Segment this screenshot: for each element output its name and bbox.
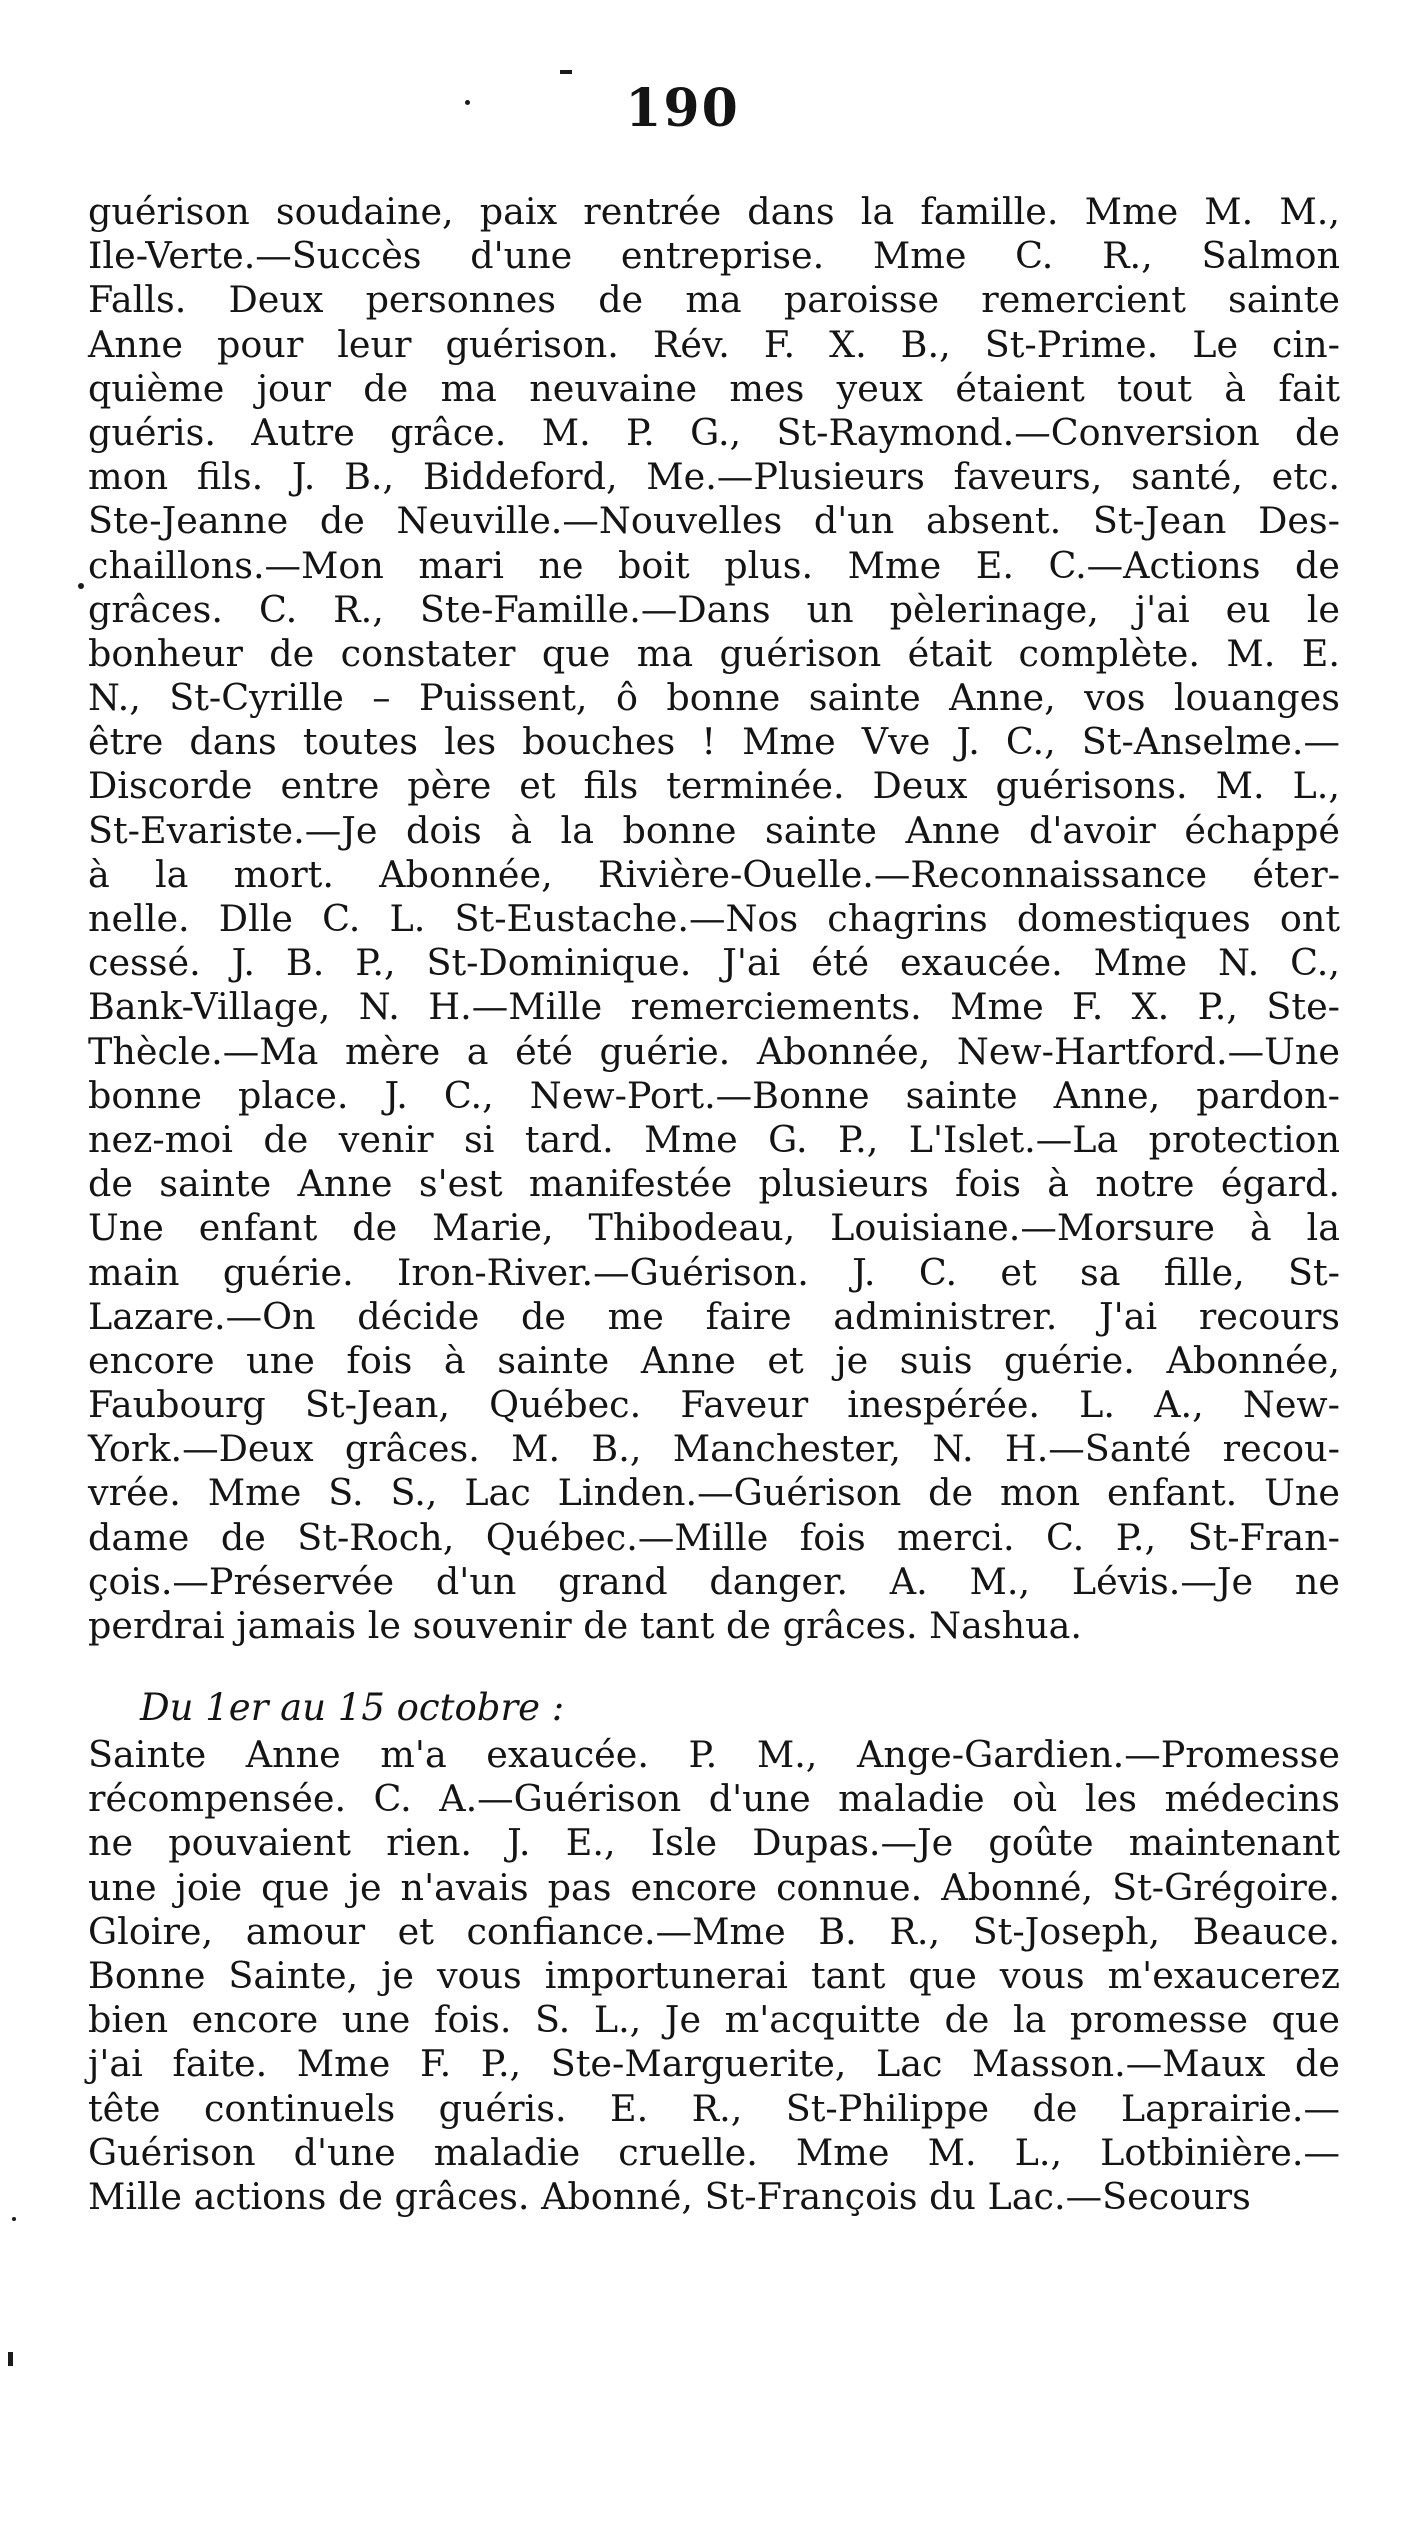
- margin-tick: [8, 2352, 13, 2366]
- text-line: j'ai faite. Mme F. P., Ste-Marguerite, Lac Masson.—Maux de: [88, 2042, 1340, 2086]
- text-line: main guérie. Iron-River.—Guérison. J. C. et sa fille, St-: [88, 1250, 1340, 1294]
- text-line: York.—Deux grâces. M. B., Manchester, N. H.—Santé recou-: [88, 1427, 1340, 1471]
- text-line: mon fils. J. B., Biddeford, Me.—Plusieurs faveurs, santé, etc.: [88, 455, 1340, 499]
- ink-dash: [560, 70, 572, 74]
- date-heading: Du 1er au 15 octobre :: [140, 1686, 565, 1729]
- text-line: Mille actions de grâces. Abonné, St-François du Lac.—Secours: [88, 2174, 1251, 2218]
- page-number: 190: [625, 78, 740, 139]
- text-line: Anne pour leur guérison. Rév. F. X. B., St-Prime. Le cin-: [88, 322, 1340, 366]
- text-line: guéris. Autre grâce. M. P. G., St-Raymond.—Conversion de: [88, 410, 1340, 454]
- text-line: encore une fois à sainte Anne et je suis guérie. Abonnée,: [88, 1338, 1340, 1382]
- paragraph-2: [88, 1733, 1340, 2219]
- text-line: quième jour de ma neuvaine mes yeux étaient tout à fait: [88, 366, 1340, 410]
- text-line: récompensée. C. A.—Guérison d'une maladie où les médecins: [88, 1777, 1340, 1821]
- margin-dot: [78, 583, 84, 589]
- text-line: guérison soudaine, paix rentrée dans la famille. Mme M. M.,: [88, 190, 1340, 233]
- margin-dot: [12, 2217, 16, 2221]
- text-line: Thècle.—Ma mère a été guérie. Abonnée, New-Hartford.—Une: [88, 1029, 1340, 1073]
- text-line: N., St-Cyrille – Puissent, ô bonne sainte Anne, vos louanges: [88, 676, 1340, 720]
- text-line: à la mort. Abonnée, Rivière-Ouelle.—Reconnaissance éter-: [88, 852, 1340, 896]
- text-line: de sainte Anne s'est manifestée plusieurs fois à notre égard.: [88, 1162, 1340, 1206]
- text-line: Une enfant de Marie, Thibodeau, Louisiane.—Morsure à la: [88, 1206, 1340, 1250]
- text-line: Faubourg St-Jean, Québec. Faveur inespérée. L. A., New-: [88, 1383, 1340, 1427]
- text-line: Discorde entre père et fils terminée. Deux guérisons. M. L.,: [88, 764, 1340, 808]
- text-line: vrée. Mme S. S., Lac Linden.—Guérison de mon enfant. Une: [88, 1471, 1340, 1515]
- text-line: être dans toutes les bouches ! Mme Vve J. C., St-Anselme.—: [88, 720, 1340, 764]
- text-line: St-Evariste.—Je dois à la bonne sainte Anne d'avoir échappé: [88, 808, 1340, 852]
- text-line: dame de St-Roch, Québec.—Mille fois merci. C. P., St-Fran-: [88, 1515, 1340, 1559]
- text-line: Bonne Sainte, je vous importunerai tant que vous m'exaucerez: [88, 1953, 1340, 1997]
- text-line: Guérison d'une maladie cruelle. Mme M. L., Lotbinière.—: [88, 2130, 1340, 2174]
- text-line: grâces. C. R., Ste-Famille.—Dans un pèlerinage, j'ai eu le: [88, 587, 1340, 631]
- text-line: bonne place. J. C., New-Port.—Bonne sainte Anne, pardon-: [88, 1073, 1340, 1117]
- text-line: cessé. J. B. P., St-Dominique. J'ai été exaucée. Mme N. C.,: [88, 941, 1340, 985]
- text-line: bien encore une fois. S. L., Je m'acquitte de la promesse que: [88, 1998, 1340, 2042]
- text-line: perdrai jamais le souvenir de tant de grâces. Nashua.: [88, 1604, 1082, 1647]
- text-line: Sainte Anne m'a exaucée. P. M., Ange-Gardien.—Promesse: [88, 1733, 1340, 1776]
- text-line: bonheur de constater que ma guérison était complète. M. E.: [88, 631, 1340, 675]
- text-line: tête continuels guéris. E. R., St-Philippe de Laprairie.—: [88, 2086, 1340, 2130]
- text-line: nelle. Dlle C. L. St-Eustache.—Nos chagrins domestiques ont: [88, 897, 1340, 940]
- paragraph-1: [88, 190, 1340, 1648]
- text-line: ne pouvaient rien. J. E., Isle Dupas.—Je goûte maintenant: [88, 1821, 1340, 1865]
- text-line: Lazare.—On décide de me faire administrer. J'ai recours: [88, 1294, 1340, 1338]
- text-line: chaillons.—Mon mari ne boit plus. Mme E. C.—Actions de: [88, 543, 1340, 587]
- text-line: Ste-Jeanne de Neuville.—Nouvelles d'un absent. St-Jean Des-: [88, 499, 1340, 543]
- text-line: nez-moi de venir si tard. Mme G. P., L'Islet.—La protection: [88, 1117, 1340, 1161]
- text-line: Bank-Village, N. H.—Mille remerciements. Mme F. X. P., Ste-: [88, 985, 1340, 1029]
- text-line: Gloire, amour et confiance.—Mme B. R., St-Joseph, Beauce.: [88, 1909, 1340, 1953]
- text-line: une joie que je n'avais pas encore connue. Abonné, St-Grégoire.: [88, 1865, 1340, 1909]
- text-line: Falls. Deux personnes de ma paroisse remercient sainte: [88, 278, 1340, 322]
- text-line: çois.—Préservée d'un grand danger. A. M., Lévis.—Je ne: [88, 1559, 1340, 1603]
- text-line: Ile-Verte.—Succès d'une entreprise. Mme C. R., Salmon: [88, 234, 1340, 278]
